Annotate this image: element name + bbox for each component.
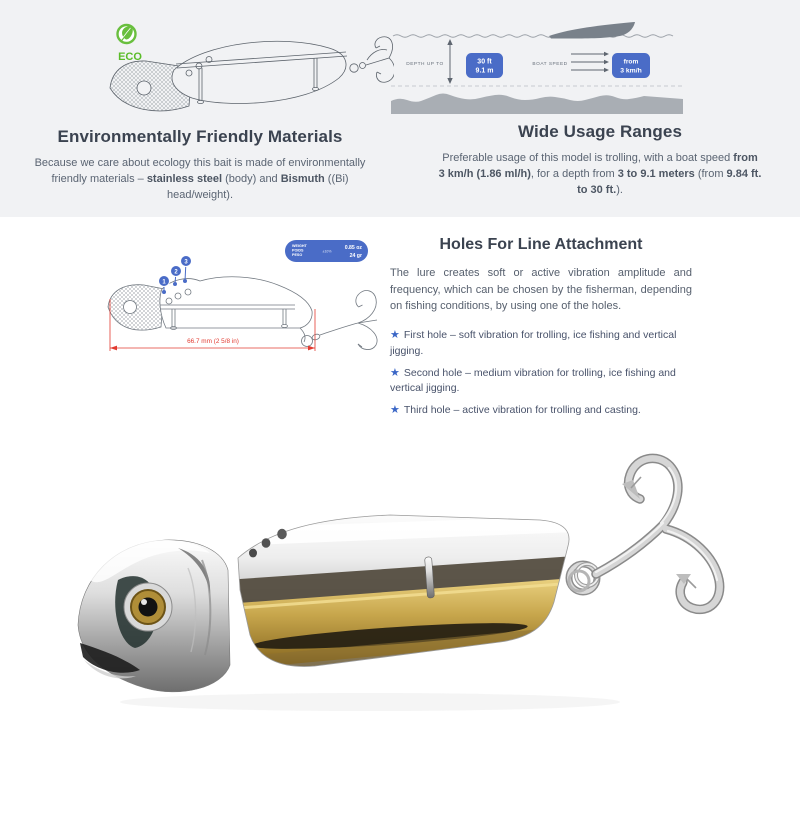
lure-product-photo [60, 430, 740, 760]
depth-label: DEPTH UP TO [406, 62, 444, 67]
star-icon: ★ [390, 404, 400, 417]
eco-materials-card [0, 0, 400, 217]
svg-text:30 ft: 30 ft [477, 58, 492, 66]
svg-text:1: 1 [162, 279, 166, 286]
holes-card-paragraph: The lure creates soft or active vibration amplitude and frequency, which can be chosen by the fisherman, depending on fishing conditions, by using one of the holes. [390, 267, 692, 313]
eco-card-title: Environmentally Friendly Materials [57, 127, 343, 146]
hole-bullet-1: ★ First hole – soft vibration for trolling, ice fishing and vertical jigging. [390, 329, 677, 357]
holes-bullet-list [390, 327, 692, 419]
eco-badge-icon [118, 25, 143, 63]
hole-bullet-3: ★ Third hole – active vibration for trolling and casting. [390, 404, 641, 417]
usage-diagram [391, 15, 691, 115]
eye [124, 583, 172, 631]
svg-text:24 gr: 24 gr [349, 253, 362, 259]
marker-3 [181, 256, 192, 267]
photo-shadow [120, 693, 620, 711]
body-hole-2 [262, 538, 271, 548]
marker-2 [171, 266, 182, 277]
star-icon: ★ [390, 329, 400, 342]
lure-sketch-figure [104, 8, 394, 120]
treble-hook [596, 458, 720, 609]
svg-text:WEIGHT: WEIGHT [292, 244, 307, 248]
svg-text:PESO: PESO [292, 253, 303, 257]
depth-arrow [447, 39, 452, 84]
speed-label: BOAT SPEED [532, 62, 568, 67]
marker-1 [159, 276, 170, 287]
top-info-section [0, 0, 800, 217]
usage-card-paragraph: Preferable usage of this model is trolling, with a boat speed from 3 km/h (1.86 ml/h), for a depth from 3 to 9.1 meters (from 9.84 ft. to 30 ft.). [438, 152, 762, 196]
usage-ranges-card [400, 0, 800, 217]
technical-drawing-panel [0, 217, 390, 430]
eco-card-paragraph: Because we care about ecology this bait is made of environmentally friendly materials – stainless steel (body) and Bismuth ((Bi) head/weight). [34, 157, 366, 201]
svg-text:2: 2 [174, 269, 178, 276]
seabed [391, 94, 683, 115]
water-line [393, 35, 673, 38]
lure-body [225, 505, 585, 685]
product-photo-section [0, 430, 800, 813]
boat-icon [549, 22, 635, 39]
body-hole-3 [277, 529, 287, 539]
holes-card-title: Holes For Line Attachment [439, 236, 643, 253]
eco-badge-label: ECO [118, 51, 142, 63]
hole-bullet-2: ★ Second hole – medium vibration for trolling, ice fishing and vertical jigging. [390, 366, 676, 395]
holes-section [0, 217, 800, 430]
speed-badge [612, 53, 650, 78]
star-icon: ★ [390, 366, 400, 379]
weight-badge [285, 240, 368, 262]
svg-text:0.85 oz: 0.85 oz [344, 245, 362, 251]
holes-attachment-card [390, 217, 692, 430]
lure-cad-outline [108, 277, 377, 350]
depth-badge [466, 53, 503, 78]
body-hole-1 [249, 549, 257, 558]
dimension-label: 66.7 mm (2 5/8 in) [187, 338, 239, 345]
svg-text:3: 3 [184, 259, 188, 266]
lure-technical-drawing [100, 235, 392, 375]
svg-text:±10%: ±10% [322, 249, 332, 254]
svg-text:3 km/h: 3 km/h [620, 67, 642, 75]
lure-head [78, 540, 230, 692]
usage-card-title: Wide Usage Ranges [517, 122, 683, 141]
svg-text:9.1 m: 9.1 m [475, 67, 494, 75]
lure-line-drawing [110, 37, 394, 111]
speed-arrows-icon [571, 52, 609, 72]
svg-text:POIDS: POIDS [292, 248, 304, 253]
svg-text:from: from [623, 58, 639, 66]
